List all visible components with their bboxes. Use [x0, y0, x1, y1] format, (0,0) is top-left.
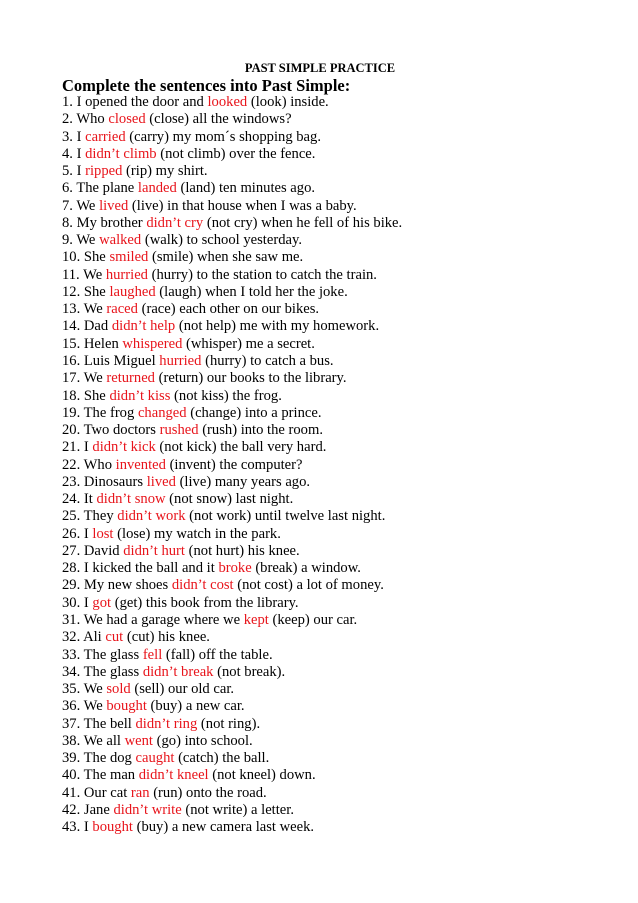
exercise-item: [62, 215, 402, 232]
answer-text: didn’t write: [113, 801, 182, 818]
answer-text: cut: [105, 629, 124, 646]
sentence-text: (live) many years ago.: [175, 473, 311, 490]
sentence-text: 42. Jane: [62, 801, 114, 818]
instructions-heading: Complete the sentences into Past Simple:: [62, 76, 351, 95]
exercise-item: [62, 750, 402, 767]
exercise-item: [62, 198, 402, 215]
sentence-text: (not kneel) down.: [208, 767, 316, 784]
exercise-item: [62, 457, 402, 474]
sentence-text: 26. I: [62, 525, 93, 542]
sentence-text: (live) in that house when I was a baby.: [128, 197, 357, 214]
sentence-text: (change) into a prince.: [186, 404, 322, 421]
sentence-text: (fall) off the table.: [162, 646, 273, 663]
exercise-item: [62, 111, 402, 128]
sentence-text: (smile) when she saw me.: [148, 249, 304, 266]
sentence-text: 34. The glass: [62, 663, 143, 680]
sentence-text: (run) onto the road.: [149, 784, 267, 801]
answer-text: looked: [207, 94, 248, 110]
sentence-text: (buy) a new car.: [146, 698, 245, 715]
exercise-item: [62, 146, 402, 163]
answer-text: laughed: [109, 283, 156, 300]
sentence-text: 41. Our cat: [62, 784, 131, 801]
sentence-text: 6. The plane: [62, 180, 138, 197]
exercise-item: [62, 647, 402, 664]
answer-text: lived: [146, 473, 176, 490]
answer-text: returned: [106, 370, 155, 387]
sentence-text: 12. She: [62, 283, 110, 300]
answer-text: didn’t cost: [171, 577, 234, 594]
sentence-text: 3. I: [62, 128, 86, 145]
answer-text: bought: [106, 698, 147, 715]
exercise-item: [62, 422, 402, 439]
exercise-item: [62, 716, 402, 733]
exercise-item: [62, 698, 402, 715]
sentence-text: (laugh) when I told her the joke.: [155, 283, 348, 300]
answer-text: didn’t cry: [146, 214, 204, 231]
answer-text: didn’t snow: [96, 491, 166, 508]
sentence-text: 24. It: [62, 491, 97, 508]
sentence-text: 37. The bell: [62, 715, 136, 732]
answer-text: fell: [142, 646, 163, 663]
exercise-item: [62, 370, 402, 387]
sentence-text: (break) a window.: [251, 560, 361, 577]
answer-text: smiled: [109, 249, 149, 266]
exercise-item: [62, 612, 402, 629]
sentence-text: 40. The man: [62, 767, 139, 784]
sentence-text: 16. Luis Miguel: [62, 352, 160, 369]
exercise-item: [62, 284, 402, 301]
answer-text: sold: [106, 681, 131, 698]
exercise-item: [62, 405, 402, 422]
answer-text: kept: [243, 611, 269, 628]
sentence-text: (get) this book from the library.: [111, 594, 299, 611]
answer-text: bought: [92, 819, 133, 836]
sentence-text: 9. We: [62, 232, 100, 249]
exercise-item: [62, 388, 402, 405]
sentence-text: (not ring).: [197, 715, 261, 732]
sentence-text: 32. Ali: [62, 629, 106, 646]
sentence-text: (rip) my shirt.: [122, 163, 208, 180]
sentence-text: (lose) my watch in the park.: [113, 525, 281, 542]
exercise-item: [62, 629, 402, 646]
answer-text: ripped: [85, 163, 123, 180]
answer-text: lived: [99, 197, 129, 214]
sentence-text: (whisper) me a secret.: [182, 335, 315, 352]
sentence-text: (land) ten minutes ago.: [176, 180, 316, 197]
exercise-item: [62, 733, 402, 750]
sentence-text: 13. We: [62, 301, 107, 318]
sentence-text: 25. They: [62, 508, 118, 525]
exercise-item: [62, 491, 402, 508]
sentence-text: 29. My new shoes: [62, 577, 172, 594]
exercise-list: [62, 94, 402, 836]
sentence-text: (not break).: [213, 663, 286, 680]
answer-text: caught: [135, 750, 175, 767]
sentence-text: 2. Who: [62, 111, 109, 128]
answer-text: changed: [137, 404, 187, 421]
sentence-text: 35. We: [62, 681, 107, 698]
sentence-text: (not hurt) his knee.: [184, 542, 300, 559]
sentence-text: 23. Dinosaurs: [62, 473, 147, 490]
sentence-text: 7. We: [62, 197, 100, 214]
sentence-text: 11. We: [62, 266, 106, 283]
sentence-text: 19. The frog: [62, 404, 138, 421]
sentence-text: 33. The glass: [62, 646, 143, 663]
exercise-item: [62, 819, 402, 836]
exercise-item: [62, 664, 402, 681]
sentence-text: (hurry) to the station to catch the train.: [147, 266, 377, 283]
answer-text: didn’t hurt: [123, 542, 185, 559]
answer-text: didn’t help: [111, 318, 176, 335]
exercise-item: [62, 232, 402, 249]
answer-text: hurried: [159, 352, 202, 369]
answer-text: whispered: [122, 335, 183, 352]
sentence-text: 27. David: [62, 542, 124, 559]
sentence-text: (cut) his knee.: [123, 629, 210, 646]
answer-text: carried: [85, 128, 126, 145]
answer-text: invented: [115, 456, 166, 473]
exercise-item: [62, 681, 402, 698]
exercise-item: [62, 474, 402, 491]
answer-text: went: [124, 732, 153, 749]
sentence-text: (close) all the windows?: [145, 111, 292, 128]
answer-text: hurried: [105, 266, 148, 283]
sentence-text: (carry) my mom´s shopping bag.: [125, 128, 321, 145]
exercise-item: [62, 526, 402, 543]
answer-text: raced: [106, 301, 138, 318]
answer-text: walked: [99, 232, 142, 249]
sentence-text: (keep) our car.: [268, 611, 358, 628]
exercise-item: [62, 508, 402, 525]
exercise-item: [62, 163, 402, 180]
exercise-item: [62, 249, 402, 266]
answer-text: ran: [130, 784, 150, 801]
sentence-text: (go) into school.: [152, 732, 253, 749]
answer-text: landed: [137, 180, 177, 197]
sentence-text: (race) each other on our bikes.: [137, 301, 320, 318]
sentence-text: 8. My brother: [62, 214, 147, 231]
answer-text: got: [92, 594, 112, 611]
sentence-text: (hurry) to catch a bus.: [201, 352, 334, 369]
answer-text: closed: [108, 111, 146, 128]
sentence-text: (invent) the computer?: [165, 456, 303, 473]
sentence-text: 31. We had a garage where we: [62, 611, 244, 628]
answer-text: lost: [92, 525, 114, 542]
sentence-text: 36. We: [62, 698, 107, 715]
sentence-text: 28. I kicked the ball and it: [62, 560, 219, 577]
sentence-text: (not work) until twelve last night.: [185, 508, 386, 525]
exercise-item: [62, 560, 402, 577]
exercise-item: [62, 439, 402, 456]
sentence-text: 5. I: [62, 163, 86, 180]
exercise-item: [62, 577, 402, 594]
exercise-item: [62, 802, 402, 819]
sentence-text: 17. We: [62, 370, 107, 387]
sentence-text: (not kick) the ball very hard.: [155, 439, 327, 456]
answer-text: didn’t kneel: [138, 767, 209, 784]
sentence-text: (not kiss) the frog.: [170, 387, 282, 404]
sentence-text: 15. Helen: [62, 335, 123, 352]
sentence-text: (not climb) over the fence.: [156, 145, 316, 162]
sentence-text: (not snow) last night.: [165, 491, 294, 508]
sentence-text: 21. I: [62, 439, 93, 456]
exercise-item: [62, 318, 402, 335]
sentence-text: 18. She: [62, 387, 110, 404]
answer-text: didn’t ring: [135, 715, 198, 732]
exercise-item: [62, 595, 402, 612]
answer-text: rushed: [159, 422, 199, 439]
sentence-text: 14. Dad: [62, 318, 112, 335]
exercise-item: [62, 543, 402, 560]
sentence-text: (buy) a new camera last week.: [132, 819, 315, 836]
sentence-text: (not write) a letter.: [181, 801, 294, 818]
sentence-text: (not help) me with my homework.: [175, 318, 380, 335]
sentence-text: 22. Who: [62, 456, 116, 473]
sentence-text: 39. The dog: [62, 750, 136, 767]
exercise-item: [62, 301, 402, 318]
sentence-text: (return) our books to the library.: [154, 370, 347, 387]
sentence-text: (rush) into the room.: [198, 422, 323, 439]
sentence-text: (catch) the ball.: [174, 750, 270, 767]
exercise-item: [62, 267, 402, 284]
sentence-text: 43. I: [62, 819, 93, 836]
sentence-text: (not cost) a lot of money.: [233, 577, 384, 594]
sentence-text: 4. I: [62, 145, 86, 162]
sentence-text: 10. She: [62, 249, 110, 266]
sentence-text: 30. I: [62, 594, 93, 611]
answer-text: broke: [218, 560, 252, 577]
answer-text: didn’t break: [142, 663, 214, 680]
sentence-text: 1. I opened the door and: [62, 94, 208, 110]
exercise-item: [62, 785, 402, 802]
answer-text: didn’t kiss: [109, 387, 171, 404]
exercise-item: [62, 353, 402, 370]
sentence-text: 38. We all: [62, 732, 125, 749]
answer-text: didn’t work: [117, 508, 186, 525]
exercise-item: [62, 180, 402, 197]
sentence-text: 20. Two doctors: [62, 422, 160, 439]
sentence-text: (walk) to school yesterday.: [141, 232, 302, 249]
answer-text: didn’t kick: [92, 439, 156, 456]
exercise-item: [62, 336, 402, 353]
page-title: PAST SIMPLE PRACTICE: [244, 61, 396, 75]
answer-text: didn’t climb: [85, 145, 157, 162]
sentence-text: (look) inside.: [247, 94, 329, 110]
sentence-text: (not cry) when he fell of his bike.: [203, 214, 403, 231]
sentence-text: (sell) our old car.: [130, 681, 235, 698]
exercise-item: [62, 129, 402, 146]
exercise-item: [62, 767, 402, 784]
exercise-item: [62, 94, 402, 111]
